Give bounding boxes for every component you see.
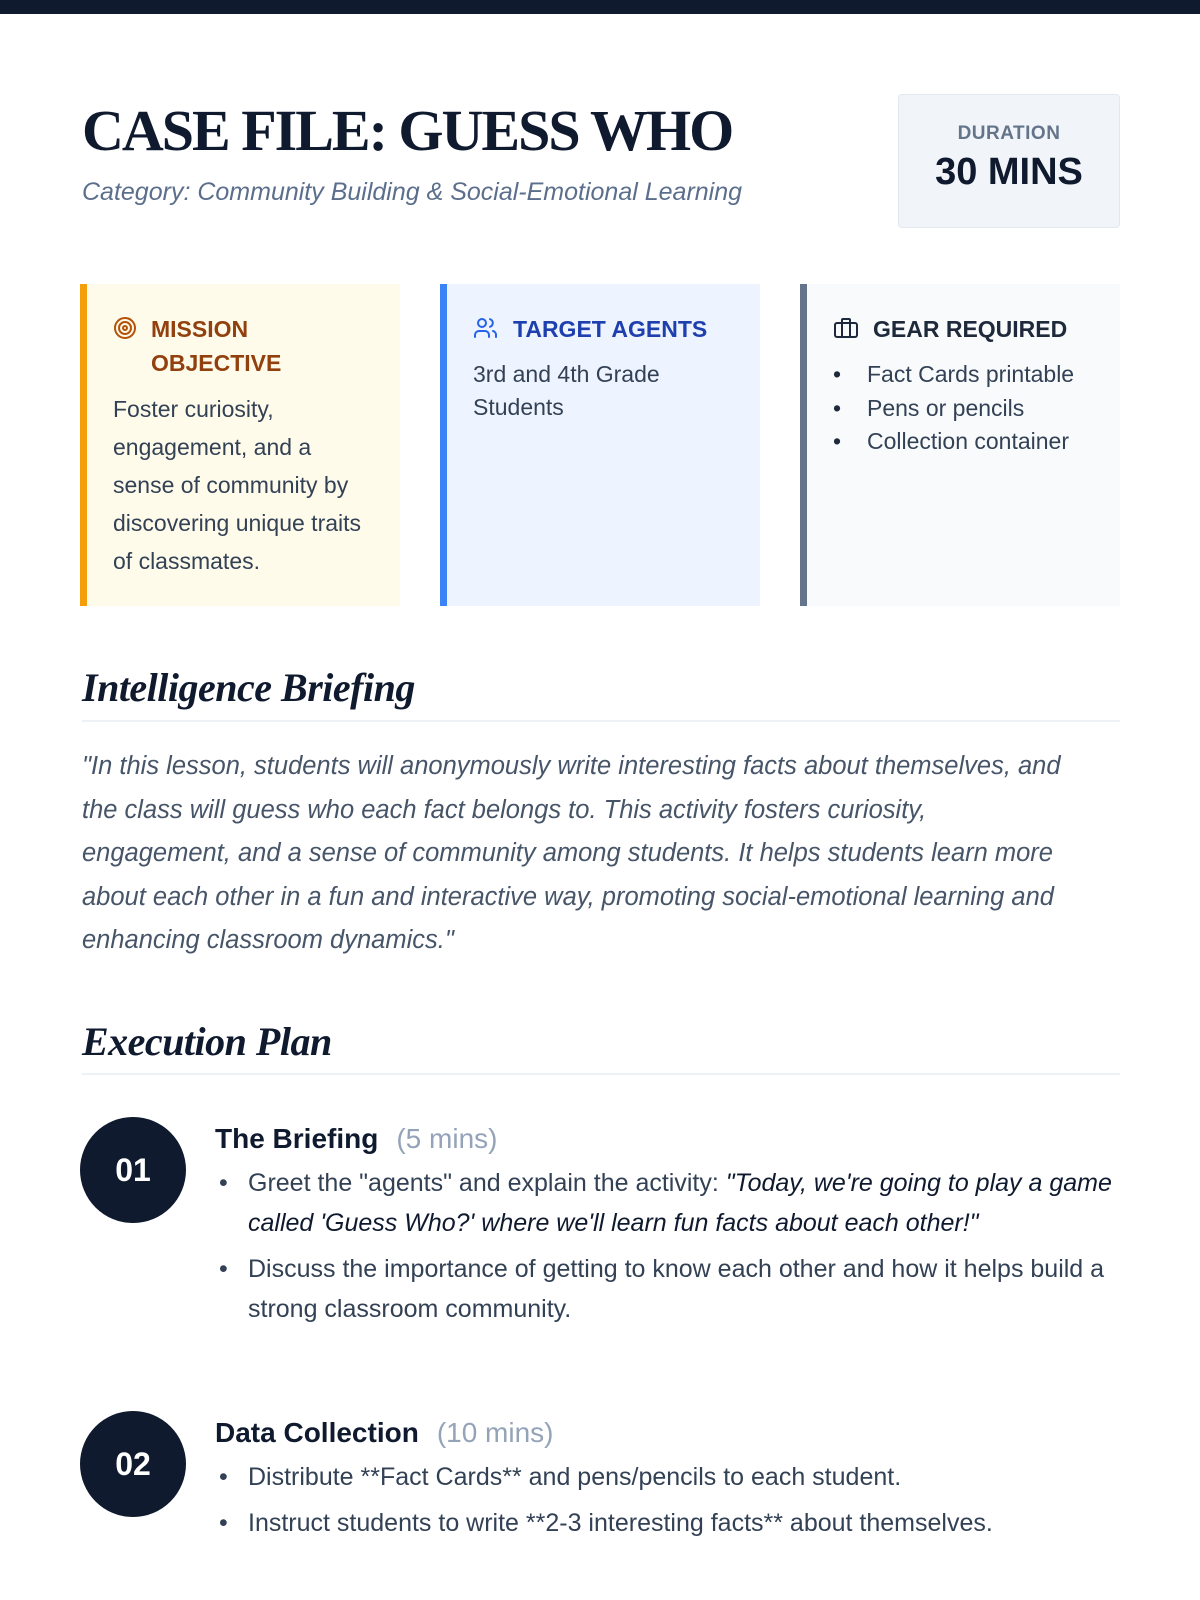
step-list	[215, 1163, 1115, 1329]
plan-section-title: Execution Plan	[82, 1019, 332, 1064]
page-header	[82, 98, 1120, 238]
gear-required-card	[800, 284, 1120, 606]
top-accent-bar	[0, 0, 1200, 14]
gear-card-header	[833, 312, 1096, 346]
gear-item: • Pens or pencils	[833, 392, 1096, 426]
step-heading	[215, 1411, 1115, 1455]
step-item-text: Greet the "agents" and explain the activity:	[248, 1169, 726, 1197]
users-icon	[473, 316, 499, 340]
target-agents-card	[440, 284, 760, 606]
agents-card-header	[473, 312, 736, 346]
page-title: CASE FILE: GUESS WHO	[82, 98, 733, 163]
step-duration: (10 mins)	[436, 1417, 554, 1448]
info-cards	[80, 284, 1120, 606]
briefcase-icon	[833, 316, 859, 340]
gear-card-title: GEAR REQUIRED	[873, 316, 1068, 342]
step-duration: (5 mins)	[396, 1123, 498, 1154]
briefing-divider	[82, 720, 1120, 722]
duration-badge	[898, 94, 1120, 228]
target-icon	[113, 316, 137, 340]
plan-divider	[82, 1073, 1120, 1075]
mission-card-header	[113, 312, 376, 380]
mission-objective-card	[80, 284, 400, 606]
duration-label: DURATION	[957, 123, 1061, 144]
duration-value: 30 MINS	[935, 151, 1083, 193]
step-item: • Instruct students to write **2-3 interesting facts** about themselves.	[215, 1503, 1115, 1543]
step-number-badge: 01	[80, 1117, 186, 1223]
step-title: Data Collection	[215, 1417, 419, 1448]
agents-card-title: TARGET AGENTS	[513, 316, 708, 342]
briefing-text: "In this lesson, students will anonymously write interesting facts about themselves, and the class will guess who each fact belongs to. This activity fosters curiosity, engagement, and a sense of community among students. It helps students learn more about each other in a fun and interactive way, promoting social-emotional learning and enhancing classroom dynamics."	[82, 752, 1061, 954]
gear-list	[833, 358, 1096, 459]
step-number-badge: 02	[80, 1411, 186, 1517]
step-body	[215, 1117, 1115, 1335]
mission-card-text: Foster curiosity, engagement, and a sense of community by discovering unique traits of classmates.	[113, 396, 362, 574]
step-body	[215, 1411, 1115, 1549]
gear-item: • Collection container	[833, 425, 1096, 459]
step-item: • Distribute **Fact Cards** and pens/pencils to each student.	[215, 1457, 1115, 1497]
step-item: • Discuss the importance of getting to know each other and how it helps build a strong classroom community.	[215, 1249, 1115, 1329]
step-item-quote: "Today, we're going to play a game called 'Guess Who?' where we'll learn fun facts about each other!"	[248, 1169, 1112, 1237]
agents-card-text: 3rd and 4th Grade Students	[473, 361, 660, 420]
step-item	[215, 1163, 1115, 1243]
step-heading	[215, 1117, 1115, 1161]
page-subtitle: Category: Community Building & Social-Emotional Learning	[82, 178, 743, 206]
step-title: The Briefing	[215, 1123, 379, 1154]
step-list	[215, 1457, 1115, 1543]
mission-card-title: MISSION OBJECTIVE	[151, 316, 282, 376]
briefing-section-title: Intelligence Briefing	[82, 665, 415, 710]
gear-item: • Fact Cards printable	[833, 358, 1096, 392]
